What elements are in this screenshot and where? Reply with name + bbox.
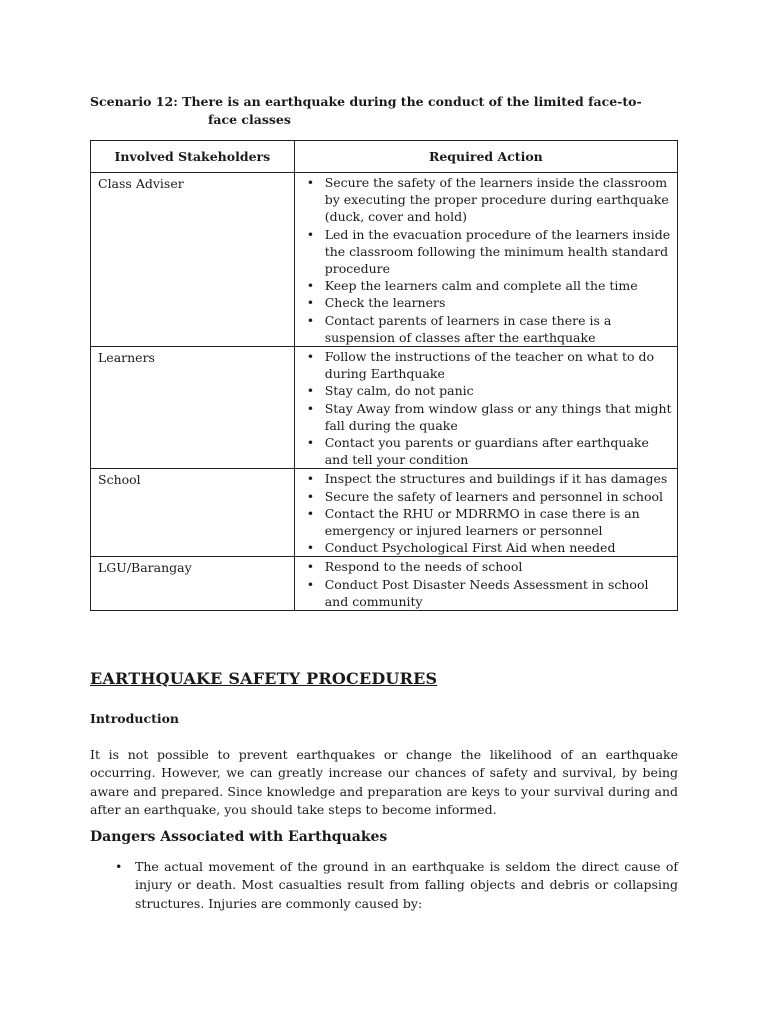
action-item: • Stay Away from window glass or any things that might fall during the quake	[325, 400, 677, 434]
action-item: • Conduct Post Disaster Needs Assessment in school and community	[325, 576, 677, 610]
action-item: • Check the learners	[325, 294, 677, 311]
table-header-row	[91, 141, 678, 173]
actions-cell	[294, 173, 677, 347]
action-item: • Respond to the needs of school	[325, 558, 677, 575]
actions-cell	[294, 469, 677, 557]
action-item: • Contact the RHU or MDRRMO in case there is an emergency or injured learners or personnel	[325, 505, 677, 539]
action-item: • Keep the learners calm and complete all the time	[325, 277, 677, 294]
section-title: EARTHQUAKE SAFETY PROCEDURES	[90, 669, 438, 688]
action-item: • Inspect the structures and buildings if it has damages	[325, 470, 677, 487]
dangers-heading: Dangers Associated with Earthquakes	[90, 829, 388, 845]
intro-paragraph: It is not possible to prevent earthquakes or change the likelihood of an earthquake occurring. However, we can greatly increase our chances of safety and survival, by being aware and prepared. Since knowledge and preparation are keys to your survival during and after an earthquake, you should take steps to become informed.	[90, 747, 678, 817]
action-item: • Follow the instructions of the teacher on what to do during Earthquake	[325, 348, 677, 382]
actions-cell	[294, 347, 677, 469]
action-item: • Contact you parents or guardians after earthquake and tell your condition	[325, 434, 677, 468]
action-list	[295, 347, 677, 468]
header-required-action: Required Action	[294, 141, 677, 173]
table-row	[91, 347, 678, 469]
stakeholder-cell: Learners	[91, 347, 295, 469]
action-list	[295, 557, 677, 610]
stakeholder-cell: LGU/Barangay	[91, 557, 295, 611]
stakeholder-cell: Class Adviser	[91, 173, 295, 347]
action-item: • Secure the safety of the learners inside the classroom by executing the proper procedure during earthquake (duck, cover and hold)	[325, 174, 677, 226]
action-item: • Secure the safety of learners and personnel in school	[325, 488, 677, 505]
dangers-bullet-text: The actual movement of the ground in an earthquake is seldom the direct cause of injury or death. Most casualties result from falling objects and debris or collapsing structures. Injuries are commonly caused by:	[135, 859, 678, 911]
action-list	[295, 173, 677, 346]
stakeholder-cell: School	[91, 469, 295, 557]
table-row	[91, 469, 678, 557]
action-item: • Conduct Psychological First Aid when needed	[325, 539, 677, 556]
header-stakeholders: Involved Stakeholders	[91, 141, 295, 173]
table-row	[91, 173, 678, 347]
action-item: • Contact parents of learners in case there is a suspension of classes after the earthquake	[325, 312, 677, 346]
actions-cell	[294, 557, 677, 611]
action-list	[295, 469, 677, 556]
action-item: • Led in the evacuation procedure of the learners inside the classroom following the minimum health standard procedure	[325, 226, 677, 278]
stakeholder-table	[90, 140, 678, 611]
scenario-line-1: Scenario 12: There is an earthquake during the conduct of the limited face-to-	[90, 94, 642, 109]
scenario-line-2: face classes	[208, 112, 291, 127]
bullet-marker: •	[115, 859, 123, 874]
intro-heading: Introduction	[90, 711, 180, 726]
dangers-bullet	[115, 858, 678, 913]
scenario-heading	[90, 93, 690, 129]
table-row	[91, 557, 678, 611]
action-item: • Stay calm, do not panic	[325, 382, 677, 399]
